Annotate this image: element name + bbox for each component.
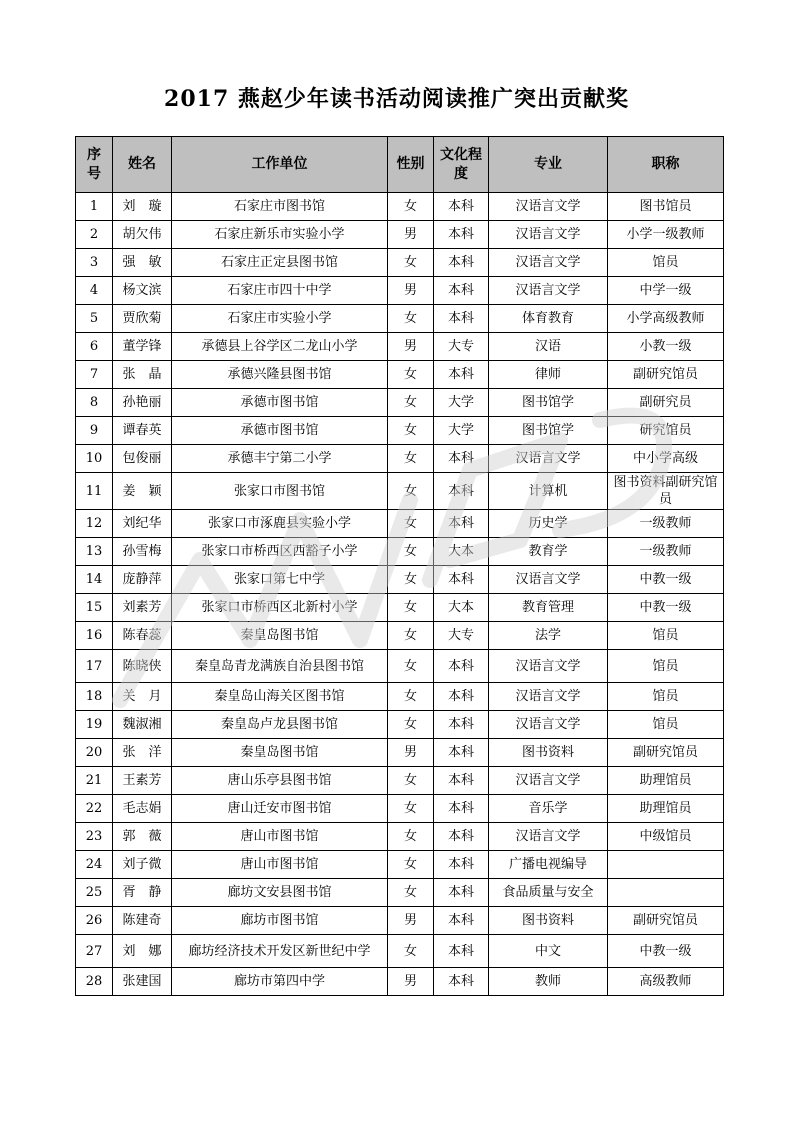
cell-index: 12 [76, 510, 113, 538]
cell-major: 法学 [489, 622, 608, 650]
cell-major: 汉语言文学 [489, 823, 608, 851]
cell-education: 本科 [434, 823, 489, 851]
cell-title: 馆员 [608, 650, 724, 683]
cell-name: 包俊丽 [113, 445, 172, 473]
cell-gender: 女 [388, 473, 434, 510]
cell-employer: 秦皇岛青龙满族自治县图书馆 [172, 650, 388, 683]
cell-gender: 女 [388, 594, 434, 622]
table-row [76, 594, 724, 622]
table-row [76, 622, 724, 650]
cell-major: 汉语言文学 [489, 277, 608, 305]
col-header-gender: 性别 [388, 137, 434, 193]
cell-name: 姜 颖 [113, 473, 172, 510]
table-row [76, 711, 724, 739]
cell-education: 本科 [434, 305, 489, 333]
cell-major: 汉语言文学 [489, 711, 608, 739]
cell-title: 图书资料副研究馆员 [608, 473, 724, 510]
cell-index: 19 [76, 711, 113, 739]
page-title: 2017 燕赵少年读书活动阅读推广突出贡献奖 [164, 86, 629, 112]
cell-education: 本科 [434, 968, 489, 996]
cell-employer: 承德市图书馆 [172, 389, 388, 417]
cell-employer: 石家庄正定县图书馆 [172, 249, 388, 277]
cell-major: 汉语言文学 [489, 650, 608, 683]
cell-name: 张建国 [113, 968, 172, 996]
cell-index: 21 [76, 767, 113, 795]
cell-education: 本科 [434, 277, 489, 305]
cell-title: 中学一级 [608, 277, 724, 305]
cell-employer: 廊坊经济技术开发区新世纪中学 [172, 935, 388, 968]
cell-employer: 唐山迁安市图书馆 [172, 795, 388, 823]
cell-title: 助理馆员 [608, 767, 724, 795]
cell-education: 本科 [434, 879, 489, 907]
cell-employer: 张家口市图书馆 [172, 473, 388, 510]
cell-index: 28 [76, 968, 113, 996]
cell-index: 22 [76, 795, 113, 823]
table-row [76, 277, 724, 305]
cell-major: 汉语言文学 [489, 566, 608, 594]
cell-name: 刘 娜 [113, 935, 172, 968]
cell-name: 孙艳丽 [113, 389, 172, 417]
table-row [76, 907, 724, 935]
cell-name: 贾欣菊 [113, 305, 172, 333]
cell-index: 27 [76, 935, 113, 968]
cell-education: 本科 [434, 566, 489, 594]
cell-gender: 女 [388, 249, 434, 277]
table-row [76, 221, 724, 249]
cell-education: 本科 [434, 767, 489, 795]
cell-index: 9 [76, 417, 113, 445]
cell-title: 副研究馆员 [608, 361, 724, 389]
cell-name: 刘素芳 [113, 594, 172, 622]
table-header-row [76, 137, 724, 193]
cell-index: 20 [76, 739, 113, 767]
table-row [76, 333, 724, 361]
cell-employer: 唐山市图书馆 [172, 851, 388, 879]
cell-gender: 女 [388, 935, 434, 968]
cell-title: 小教一级 [608, 333, 724, 361]
col-header-name: 姓名 [113, 137, 172, 193]
cell-title: 一级教师 [608, 538, 724, 566]
cell-gender: 女 [388, 683, 434, 711]
cell-gender: 男 [388, 968, 434, 996]
cell-name: 陈春蕊 [113, 622, 172, 650]
table-row [76, 538, 724, 566]
table-row [76, 851, 724, 879]
cell-major: 汉语言文学 [489, 767, 608, 795]
cell-employer: 廊坊文安县图书馆 [172, 879, 388, 907]
table-row [76, 879, 724, 907]
cell-index: 25 [76, 879, 113, 907]
cell-index: 14 [76, 566, 113, 594]
cell-major: 律师 [489, 361, 608, 389]
cell-gender: 女 [388, 566, 434, 594]
cell-name: 孙雪梅 [113, 538, 172, 566]
cell-title: 馆员 [608, 622, 724, 650]
cell-employer: 石家庄市实验小学 [172, 305, 388, 333]
cell-index: 24 [76, 851, 113, 879]
cell-name: 张 晶 [113, 361, 172, 389]
cell-name: 张 洋 [113, 739, 172, 767]
cell-employer: 秦皇岛图书馆 [172, 622, 388, 650]
cell-name: 陈晓侠 [113, 650, 172, 683]
cell-index: 6 [76, 333, 113, 361]
cell-gender: 女 [388, 851, 434, 879]
cell-title: 中教一级 [608, 935, 724, 968]
cell-gender: 女 [388, 510, 434, 538]
cell-index: 11 [76, 473, 113, 510]
cell-major: 图书馆学 [489, 417, 608, 445]
cell-major: 音乐学 [489, 795, 608, 823]
cell-employer: 承德县上谷学区二龙山小学 [172, 333, 388, 361]
cell-index: 16 [76, 622, 113, 650]
cell-employer: 张家口第七中学 [172, 566, 388, 594]
cell-major: 体育教育 [489, 305, 608, 333]
cell-title: 图书馆员 [608, 193, 724, 221]
cell-gender: 女 [388, 622, 434, 650]
table-row [76, 683, 724, 711]
cell-title: 一级教师 [608, 510, 724, 538]
cell-index: 1 [76, 193, 113, 221]
cell-education: 本科 [434, 510, 489, 538]
cell-education: 本科 [434, 473, 489, 510]
cell-employer: 承德丰宁第二小学 [172, 445, 388, 473]
cell-title: 副研究馆员 [608, 739, 724, 767]
cell-index: 13 [76, 538, 113, 566]
cell-title: 中小学高级 [608, 445, 724, 473]
cell-gender: 女 [388, 361, 434, 389]
cell-gender: 女 [388, 389, 434, 417]
cell-name: 魏淑湘 [113, 711, 172, 739]
cell-major: 汉语言文学 [489, 221, 608, 249]
cell-name: 杨文滨 [113, 277, 172, 305]
cell-employer: 承德市图书馆 [172, 417, 388, 445]
cell-gender: 女 [388, 305, 434, 333]
cell-education: 本科 [434, 795, 489, 823]
cell-title: 助理馆员 [608, 795, 724, 823]
cell-gender: 女 [388, 417, 434, 445]
cell-employer: 承德兴隆县图书馆 [172, 361, 388, 389]
table-row [76, 389, 724, 417]
cell-employer: 石家庄市图书馆 [172, 193, 388, 221]
cell-education: 大本 [434, 594, 489, 622]
table-row [76, 249, 724, 277]
cell-education: 本科 [434, 249, 489, 277]
cell-title: 馆员 [608, 249, 724, 277]
cell-index: 10 [76, 445, 113, 473]
cell-major: 图书资料 [489, 739, 608, 767]
cell-education: 本科 [434, 445, 489, 473]
table-row [76, 510, 724, 538]
cell-title: 高级教师 [608, 968, 724, 996]
cell-gender: 女 [388, 650, 434, 683]
table-row [76, 739, 724, 767]
cell-education: 大学 [434, 417, 489, 445]
cell-major: 汉语 [489, 333, 608, 361]
cell-gender: 女 [388, 445, 434, 473]
cell-major: 广播电视编导 [489, 851, 608, 879]
cell-education: 本科 [434, 193, 489, 221]
cell-major: 图书馆学 [489, 389, 608, 417]
cell-employer: 秦皇岛山海关区图书馆 [172, 683, 388, 711]
cell-major: 中文 [489, 935, 608, 968]
cell-gender: 女 [388, 538, 434, 566]
table-row [76, 823, 724, 851]
cell-education: 本科 [434, 907, 489, 935]
cell-employer: 秦皇岛图书馆 [172, 739, 388, 767]
cell-major: 图书资料 [489, 907, 608, 935]
cell-title: 副研究馆员 [608, 907, 724, 935]
cell-employer: 廊坊市图书馆 [172, 907, 388, 935]
cell-name: 关 月 [113, 683, 172, 711]
cell-major: 教育管理 [489, 594, 608, 622]
cell-gender: 女 [388, 767, 434, 795]
awards-table [75, 136, 724, 996]
cell-index: 3 [76, 249, 113, 277]
cell-major: 计算机 [489, 473, 608, 510]
cell-gender: 女 [388, 823, 434, 851]
cell-major: 食品质量与安全 [489, 879, 608, 907]
cell-education: 大本 [434, 538, 489, 566]
cell-index: 26 [76, 907, 113, 935]
cell-index: 18 [76, 683, 113, 711]
cell-name: 刘纪华 [113, 510, 172, 538]
table-row [76, 566, 724, 594]
cell-name: 胡欠伟 [113, 221, 172, 249]
col-header-major: 专业 [489, 137, 608, 193]
cell-name: 王素芳 [113, 767, 172, 795]
cell-gender: 女 [388, 795, 434, 823]
cell-employer: 廊坊市第四中学 [172, 968, 388, 996]
cell-title: 研究馆员 [608, 417, 724, 445]
cell-employer: 石家庄新乐市实验小学 [172, 221, 388, 249]
cell-title: 小学一级教师 [608, 221, 724, 249]
col-header-title: 职称 [608, 137, 724, 193]
table-row [76, 650, 724, 683]
cell-major: 汉语言文学 [489, 445, 608, 473]
cell-employer: 唐山乐亭县图书馆 [172, 767, 388, 795]
cell-title: 馆员 [608, 683, 724, 711]
cell-name: 庞静萍 [113, 566, 172, 594]
cell-major: 汉语言文学 [489, 249, 608, 277]
cell-major: 汉语言文学 [489, 193, 608, 221]
cell-education: 本科 [434, 650, 489, 683]
cell-employer: 唐山市图书馆 [172, 823, 388, 851]
cell-gender: 男 [388, 221, 434, 249]
cell-gender: 男 [388, 333, 434, 361]
cell-title: 馆员 [608, 711, 724, 739]
table-row [76, 473, 724, 510]
cell-name: 董学锋 [113, 333, 172, 361]
table-row [76, 305, 724, 333]
cell-education: 本科 [434, 221, 489, 249]
cell-name: 毛志娟 [113, 795, 172, 823]
cell-index: 8 [76, 389, 113, 417]
cell-title [608, 879, 724, 907]
cell-education: 本科 [434, 935, 489, 968]
cell-employer: 张家口市桥西区西豁子小学 [172, 538, 388, 566]
cell-title [608, 851, 724, 879]
cell-title: 中教一级 [608, 566, 724, 594]
cell-title: 副研究员 [608, 389, 724, 417]
cell-name: 刘 璇 [113, 193, 172, 221]
cell-education: 大专 [434, 622, 489, 650]
cell-major: 历史学 [489, 510, 608, 538]
cell-employer: 张家口市涿鹿县实验小学 [172, 510, 388, 538]
table-row [76, 361, 724, 389]
cell-index: 15 [76, 594, 113, 622]
cell-title: 小学高级教师 [608, 305, 724, 333]
cell-gender: 女 [388, 193, 434, 221]
col-header-employer: 工作单位 [172, 137, 388, 193]
cell-name: 强 敏 [113, 249, 172, 277]
table-row [76, 968, 724, 996]
cell-education: 大专 [434, 333, 489, 361]
cell-index: 17 [76, 650, 113, 683]
cell-name: 刘子微 [113, 851, 172, 879]
table-row [76, 767, 724, 795]
cell-index: 5 [76, 305, 113, 333]
cell-employer: 秦皇岛卢龙县图书馆 [172, 711, 388, 739]
cell-major: 教育学 [489, 538, 608, 566]
cell-employer: 张家口市桥西区北新村小学 [172, 594, 388, 622]
cell-index: 23 [76, 823, 113, 851]
col-header-education: 文化程度 [434, 137, 489, 193]
cell-name: 谭春英 [113, 417, 172, 445]
cell-index: 4 [76, 277, 113, 305]
cell-major: 汉语言文学 [489, 683, 608, 711]
cell-index: 2 [76, 221, 113, 249]
cell-name: 陈建奇 [113, 907, 172, 935]
cell-education: 大学 [434, 389, 489, 417]
table-row [76, 935, 724, 968]
cell-major: 教师 [489, 968, 608, 996]
cell-gender: 女 [388, 711, 434, 739]
cell-title: 中级馆员 [608, 823, 724, 851]
table-row [76, 445, 724, 473]
cell-gender: 女 [388, 879, 434, 907]
cell-index: 7 [76, 361, 113, 389]
cell-gender: 男 [388, 277, 434, 305]
cell-name: 胥 静 [113, 879, 172, 907]
cell-education: 本科 [434, 361, 489, 389]
cell-education: 本科 [434, 683, 489, 711]
cell-education: 本科 [434, 711, 489, 739]
table-row [76, 795, 724, 823]
cell-education: 本科 [434, 851, 489, 879]
cell-title: 中教一级 [608, 594, 724, 622]
table-row [76, 417, 724, 445]
table-row [76, 193, 724, 221]
col-header-index: 序号 [76, 137, 113, 193]
cell-gender: 男 [388, 739, 434, 767]
cell-name: 郭 薇 [113, 823, 172, 851]
cell-employer: 石家庄市四十中学 [172, 277, 388, 305]
cell-education: 本科 [434, 739, 489, 767]
cell-gender: 男 [388, 907, 434, 935]
